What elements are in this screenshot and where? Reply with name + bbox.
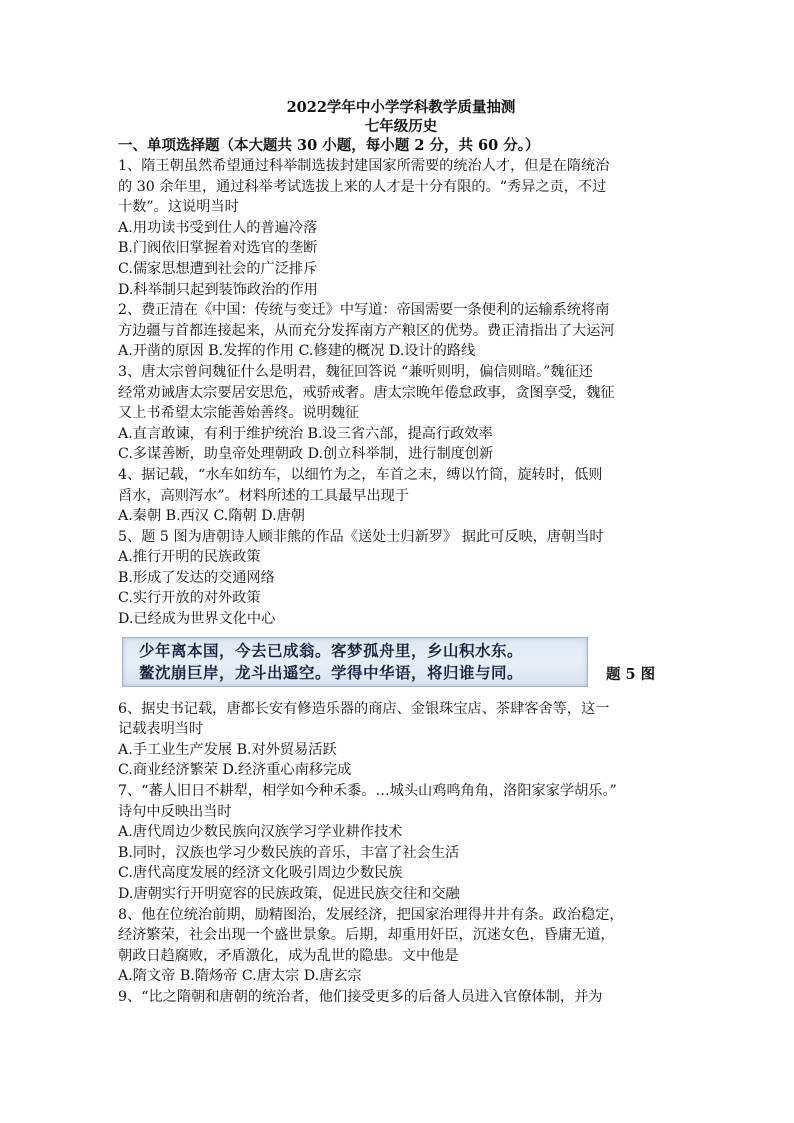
exam-page [118,98,684,1008]
question-2 [118,300,684,362]
question-text-line: 9、“比之隋朝和唐朝的统治者，他们接受更多的后备人员进入官僚体制，并为 [118,988,603,1005]
figure-caption: 题 5 图 [606,665,656,683]
question-6 [118,699,684,781]
question-text-line: 8、他在位统治前期，励精图治，发展经济，把国家治理得井井有条。政治稳定， [118,906,624,923]
question-text-line: 方边疆与首都连接起来，从而充分发挥南方产粮区的优势。费正清指出了大运河 [118,322,615,339]
question-text-line: 诗句中反映出当时 [118,803,232,820]
question-9 [118,987,684,1008]
question-7 [118,781,684,905]
question-text-line: 6、据史书记载，唐都长安有修造乐器的商店、金银珠宝店、茶肆客舍等，这一 [118,700,610,717]
question-text-line: 舀水，高则泻水”。材料所述的工具最早出现于 [118,487,410,504]
option-d: D.唐朝实行开明宽容的民族政策，促进民族交往和交融 [118,886,460,902]
question-4 [118,465,684,527]
option-c: C.唐代高度发展的经济文化吸引周边少数民族 [118,865,403,882]
question-text-line: 4、据记载，“水车如纺车，以细竹为之，车首之末，缚以竹筒，旋转时，低则 [118,466,603,483]
question-text-line: 经常劝诫唐太宗要居安思危，戒骄戒奢。唐太宗晚年倦怠政事，贪图享受，魏征 [118,384,615,401]
exam-title: 2022学年中小学学科教学质量抽测 [286,99,516,116]
option-a: A.唐代周边少数民族向汉族学习学业耕作技术 [118,824,403,841]
option-d: D.已经成为世界文化中心 [118,611,276,628]
poem-image [122,637,588,687]
options-line: A.隋文帝 B.隋炀帝 C.唐太宗 D.唐玄宗 [118,968,362,985]
exam-subtitle: 七年级历史 [364,118,438,135]
option-c: C.儒家思想遭到社会的广泛排斥 [118,260,318,277]
question-5 [118,527,684,697]
question-5-figure [118,633,684,697]
option-d: D.科举制只起到装饰政治的作用 [118,281,318,298]
options-line: A.直言敢谏，有利于维护统治 B.设三省六部，提高行政效率 [118,425,493,442]
option-b: B.同时，汉族也学习少数民族的音乐，丰富了社会生活 [118,844,460,861]
question-text-line: 十数”。这说明当时 [118,199,239,216]
question-text-line: 3、唐太宗曾问魏征什么是明君，魏征回答说 “兼听则明，偏信则暗。”魏征还 [118,363,593,380]
question-text-line: 经济繁荣，社会出现一个盛世景象。后期，却重用奸臣，沉迷女色，昏庸无道， [118,927,615,944]
options-line: C.商业经济繁荣 D.经济重心南移完成 [118,762,352,779]
option-b: B.形成了发达的交通网络 [118,569,275,586]
question-text-line: 朝政日趋腐败，矛盾激化，成为乱世的隐患。文中他是 [118,947,459,964]
option-b: B.门阀依旧掌握着对选官的垄断 [118,240,318,257]
question-text-line: 记载表明当时 [118,721,204,738]
question-text-line: 2、费正清在《中国：传统与变迁》中写道：帝国需要一条便利的运输系统将南 [118,302,610,319]
option-a: A.推行开明的民族政策 [118,549,261,566]
options-line: C.多谋善断，助皇帝处理朝政 D.创立科举制，进行制度创新 [118,446,494,463]
options-line: A.开凿的原因 B.发挥的作用 C.修建的概况 D.设计的路线 [118,343,476,360]
question-8 [118,905,684,987]
option-c: C.实行开放的对外政策 [118,590,261,607]
question-1 [118,156,684,300]
option-a: A.用功读书受到仕人的普遍冷落 [118,219,318,236]
question-3 [118,362,684,465]
options-line: A.手工业生产发展 B.对外贸易活跃 [118,741,337,758]
question-text-line: 又上书希望太宗能善始善终。说明魏征 [118,405,360,422]
options-line: A.秦朝 B.西汉 C.隋朝 D.唐朝 [118,508,305,525]
question-text-line: 的 30 余年里，通过科举考试选拔上来的人才是十分有限的。“秀异之贡，不过 [118,178,607,195]
question-text-line: 5、题 5 图为唐朝诗人顾非熊的作品《送处士归新罗》 据此可反映，唐朝当时 [118,528,604,545]
poem-line: 鳌沈崩巨岸，龙斗出遥空。学得中华语，将归谁与同。 [139,662,524,682]
section-heading: 一、单项选择题（本大题共 30 小题，每小题 2 分，共 60 分。） [118,137,540,154]
poem-line: 少年离本国，今去已成翁。客梦孤舟里，乡山积水东。 [139,640,524,660]
question-text-line: 1、隋王朝虽然希望通过科举制选拔封建国家所需要的统治人才，但是在隋统治 [118,158,610,174]
question-text-line: 7、“蕃人旧日不耕犁，相学如今种禾黍。…城头山鸡鸣角角，洛阳家家学胡乐。” [118,783,617,800]
